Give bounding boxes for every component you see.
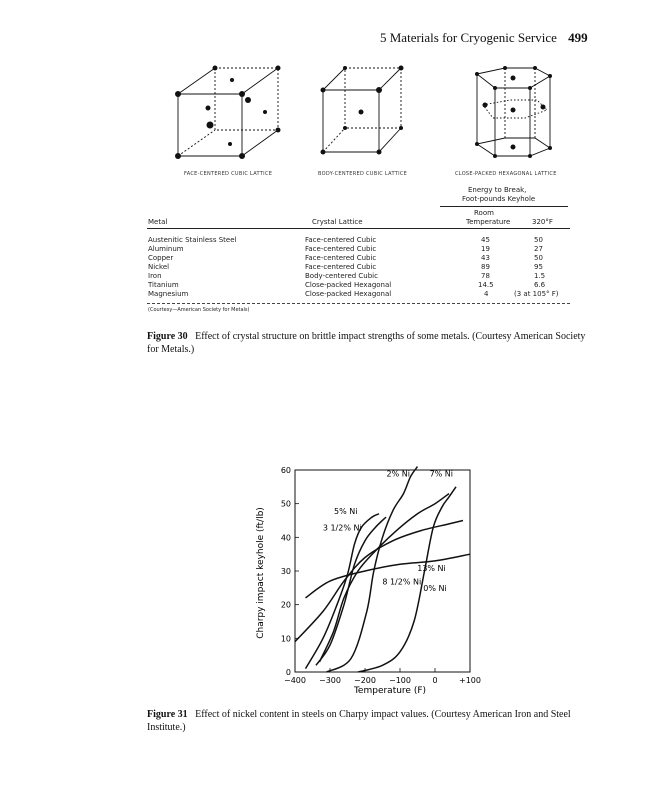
x-tick-label: −300 (319, 676, 341, 685)
plot-area (281, 466, 481, 685)
fcc-lattice-label: FACE-CENTERED CUBIC LATTICE (184, 171, 273, 177)
y-tick-label: 10 (280, 634, 291, 644)
row-cold: 95 (534, 263, 543, 271)
row-cold: 27 (534, 245, 543, 253)
row-cold: 1.5 (534, 272, 546, 280)
row-room: 14.5 (478, 281, 494, 289)
row-cold: 50 (534, 236, 543, 244)
row-metal: Nickel (148, 263, 170, 271)
row-room: 78 (481, 272, 490, 280)
row-cold: (3 at 105° F) (514, 290, 559, 298)
series-line-3-1-2-ni (316, 517, 386, 665)
row-metal: Aluminum (148, 245, 184, 253)
y-tick-label: 0 (285, 668, 291, 677)
figure-31-label: Figure 31 (147, 709, 188, 720)
col-cold-header: 320°F (532, 218, 553, 226)
x-axis-label: Temperature (F) (353, 686, 427, 696)
page-number: 499 (568, 30, 588, 45)
y-tick-label: 60 (280, 466, 291, 475)
row-metal: Titanium (148, 281, 179, 289)
table-bottom-rule (147, 303, 570, 304)
x-tick-label: −100 (389, 676, 411, 685)
figure-31-caption (147, 708, 587, 734)
y-tick-label: 30 (280, 567, 291, 576)
x-tick-label: 0 (432, 676, 438, 685)
bcc-lattice-label: BODY-CENTERED CUBIC LATTICE (318, 171, 408, 177)
figure-30-label: Figure 30 (147, 331, 188, 342)
row-room: 89 (481, 263, 490, 271)
col-room-line2: Temperature (466, 218, 511, 226)
col-metal-header: Metal (148, 218, 168, 226)
energy-header-line1: Energy to Break, (468, 186, 527, 194)
row-lattice: Body-centered Cubic (305, 272, 378, 280)
row-lattice: Face-centered Cubic (305, 236, 377, 244)
y-axis-label: Charpy impact keyhole (ft/lb) (256, 507, 266, 639)
row-lattice: Face-centered Cubic (305, 254, 377, 262)
series-annotation: 13% Ni (417, 564, 446, 573)
row-lattice: Face-centered Cubic (305, 263, 377, 271)
series-annotation: 2% Ni (386, 469, 410, 479)
series-annotation: 8 1/2% Ni (382, 577, 422, 587)
series-annotation: 5% Ni (334, 506, 358, 516)
row-cold: 6.6 (534, 281, 546, 289)
figure-30-text: Effect of crystal structure on brittle impact strengths of some metals. (Courtesy American Society for Metals.) (147, 331, 586, 355)
y-tick-label: 40 (280, 533, 291, 543)
y-tick-label: 20 (280, 600, 291, 610)
table-source: (Courtesy—American Society for Metals) (148, 307, 250, 313)
y-tick-label: 50 (280, 499, 291, 509)
series-line-8-1-2-ni (295, 521, 463, 642)
row-lattice: Close-packed Hexagonal (305, 290, 392, 298)
row-room: 43 (481, 254, 490, 262)
series-annotation: 3 1/2% Ni (322, 523, 362, 533)
col-room-line1: Room (474, 209, 494, 217)
row-cold: 50 (534, 254, 543, 262)
x-tick-label: −400 (284, 676, 306, 685)
figure-31-text: Effect of nickel content in steels on Charpy impact values. (Courtesy American Iron and Steel Institute.) (147, 709, 571, 733)
row-lattice: Face-centered Cubic (305, 245, 377, 253)
series-annotation: 0% Ni (423, 584, 447, 594)
row-metal: Austenitic Stainless Steel (148, 236, 237, 244)
nickel-charpy-chart (240, 460, 500, 700)
metals-impact-table (0, 0, 647, 330)
row-lattice: Close-packed Hexagonal (305, 281, 392, 289)
col-lattice-header: Crystal Lattice (312, 218, 363, 226)
row-metal: Copper (148, 254, 174, 262)
row-metal: Iron (148, 272, 162, 280)
x-tick-label: −200 (354, 676, 376, 685)
row-room: 4 (484, 290, 489, 298)
series-annotation: 7% Ni (429, 469, 454, 479)
section-title: 5 Materials for Cryogenic Service (380, 30, 557, 45)
energy-header-rule (440, 206, 568, 207)
row-room: 19 (481, 245, 490, 253)
table-header-rule (147, 228, 570, 229)
figure-30-caption (147, 330, 587, 356)
x-tick-label: +100 (459, 676, 481, 685)
hcp-lattice-label: CLOSE-PACKED HEXAGONAL LATTICE (455, 171, 557, 177)
row-room: 45 (481, 236, 490, 244)
row-metal: Magnesium (148, 290, 189, 298)
energy-header-line2: Foot-pounds Keyhole (462, 195, 536, 203)
